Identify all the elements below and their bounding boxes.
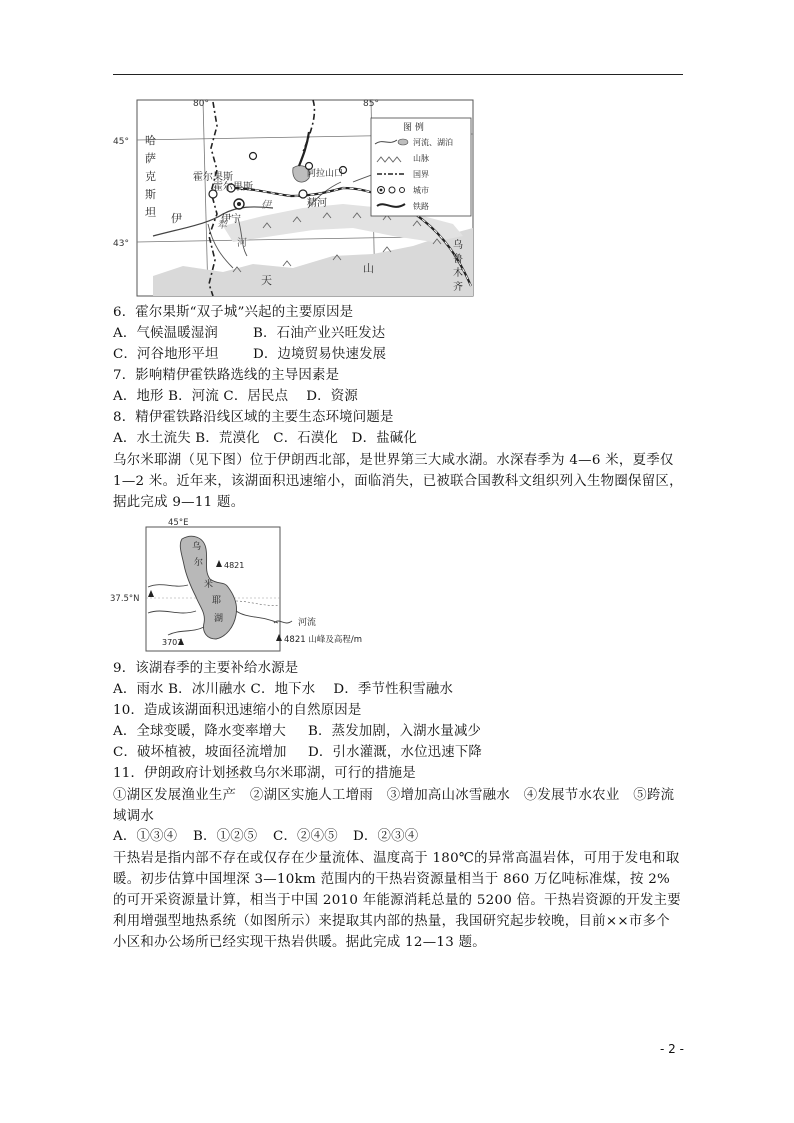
q10-option-d: D．引水灌溉，水位迅速下降 [308,745,483,760]
q8-options: A．水土流失 B．荒漠化 C．石漠化 D．盐碱化 [113,431,417,446]
q6-stem: 6．霍尔果斯“双子城”兴起的主要原因是 [113,305,354,320]
label-khorgos-right: 霍尔果斯 [213,182,253,193]
legend-title: 图 例 [403,123,424,133]
legend-lake-icon [398,139,408,145]
label-river-he: 河 [237,238,247,249]
q11-options [113,827,418,847]
legend-peak-label: 4821 山峰及高程/m [284,635,362,645]
label-tian: 天 [261,274,272,287]
kz-char-4: 斯 [145,188,156,201]
lake-char-2: 尔 [194,558,204,568]
lake-char-3: 米 [204,580,214,590]
urumqi-char-3: 木 [453,268,463,279]
peak-west-icon [148,590,154,597]
label-ili-1: 伊 [261,200,271,211]
label-alashankou: 阿拉山口 [307,169,344,179]
kz-char-5: 坦 [145,206,156,219]
legend-border: 国界 [413,170,429,179]
city-jinghe [299,190,307,198]
legend-river-lake: 河流、湖泊 [413,138,453,147]
intro-hot-dry-rock: 干热岩是指内部不存在或仅存在少量流体、温度高于 180℃的异常高温岩体，可用于发电和取暖。初步估算中国埋深 3—10km 范围内的干热岩资源量相当于 860 万亿吨标准煤，按 2%的可开采资源量计算，相当于中国 2010 年能源消耗总量的 5200 倍。干热岩资源的开发主要利用增强型地热系统（如图所示）来提取其内部的热量，我国研究起步较晚，目前××市多个小区和办公场所已经实现干热岩供暖。据此完成 12—13 题。 [113,851,681,950]
label-shan: 山 [363,262,374,275]
q10-option-c: C．破坏植被，坡面径流增加 [113,745,287,760]
legend-city-icon-2 [389,187,395,193]
lon-label: 45°E [168,518,189,528]
q10-options-row2 [113,743,482,763]
lake-char-4: 耶 [212,596,222,606]
q10-stem: 10．造成该湖面积迅速缩小的自然原因是 [113,703,362,718]
label-ili-2: 犁 [217,220,227,231]
peak-4821-label: 4821 [224,561,245,570]
lake-char-1: 乌 [192,542,202,552]
q10-options-row1 [113,722,481,742]
river-west-2 [148,611,196,613]
lake-char-5: 湖 [214,614,224,624]
q6-option-c: C．河谷地形平坦 [113,347,219,362]
q11-option-d: D．②③④ [353,829,419,844]
q8-stem: 8．精伊霍铁路沿线区域的主要生态环境问题是 [113,410,394,425]
map1-legend [371,118,471,216]
legend-peak-icon [276,634,282,641]
national-border [209,102,217,296]
city-other-2 [250,153,257,160]
q9-options: A．雨水 B．冰川融水 C．地下水 D．季节性积雪融水 [113,682,454,697]
q6-option-d: D．边境贸易快速发展 [253,347,387,362]
label-yi: 伊 [171,212,182,225]
header-rule [113,74,683,75]
kz-char-1: 哈 [145,134,156,147]
meridian-80 [203,100,208,296]
urumqi-char-4: 齐 [453,282,463,293]
river-east [236,611,278,623]
label-jinghe: 精河 [307,198,327,209]
border-north [303,100,314,152]
legend-railway: 铁路 [413,202,429,211]
q11-stem: 11．伊朗政府计划拯救乌尔米耶湖，可行的措施是 [113,766,416,781]
q6-options-row1 [113,324,385,344]
map-lake-urmia [108,515,362,653]
river-west-1 [148,585,188,587]
kz-char-3: 克 [145,170,156,183]
q11-option-c: C．②④⑤ [273,829,338,844]
legend-city: 城市 [413,186,429,195]
q6-option-b: B．石油产业兴旺发达 [253,326,386,341]
page-number: - 2 - [660,1042,684,1056]
q10-option-b: B．蒸发加剧，入湖水量减少 [308,724,482,739]
q6-option-a: A．气候温暖湿润 [113,326,219,341]
urumqi-char-2: 鲁 [453,254,463,265]
river-south [168,627,204,635]
q11-option-b: B．①②⑤ [193,829,258,844]
legend-city-icon-3 [400,188,405,193]
legend-mountain: 山脉 [413,154,429,163]
q10-option-a: A．全球变暖，降水变率增大 [113,724,286,739]
map-xinjiang-railway [113,96,475,298]
lat-label: 37.5°N [110,594,140,604]
river-east-2 [236,601,280,605]
lon-80-label: 80° [193,99,209,109]
q7-options: A．地形 B．河流 C．居民点 D．资源 [113,389,358,404]
peak-3707-label: 3707 [162,638,183,647]
urumqi-char-1: 乌 [453,240,463,251]
peak-4821-icon [216,560,222,567]
q9-stem: 9．该湖春季的主要补给水源是 [113,661,299,676]
intro-urmia: 乌尔米耶湖（见下图）位于伊朗西北部，是世界第三大咸水湖。水深春季为 4—6 米，夏季仅 1—2 米。近年来，该湖面积迅速缩小，面临消失，已被联合国教科文组织列入生物圈保留区，据此完成 9—11 题。 [113,453,683,510]
label-khorgos-left: 霍尔果斯 [193,172,233,183]
legend-city-icon-dot [380,189,383,192]
city-yining-dot [237,202,241,206]
q11-measures: ①湖区发展渔业生产 ②湖区实施人工增雨 ③增加高山冰雪融水 ④发展节水农业 ⑤跨流域调水 [113,788,675,824]
kz-char-2: 萨 [145,152,156,165]
q7-stem: 7．影响精伊霍铁路选线的主导因素是 [113,368,340,383]
label-yining: 伊宁 [221,214,241,225]
legend-river-label: 河流 [298,618,317,628]
lon-85-label: 85° [363,99,379,109]
lat-43-label: 43° [113,239,129,249]
lat-45-label: 45° [113,137,129,147]
q11-option-a: A．①③④ [113,829,178,844]
q6-options-row2 [113,345,386,365]
